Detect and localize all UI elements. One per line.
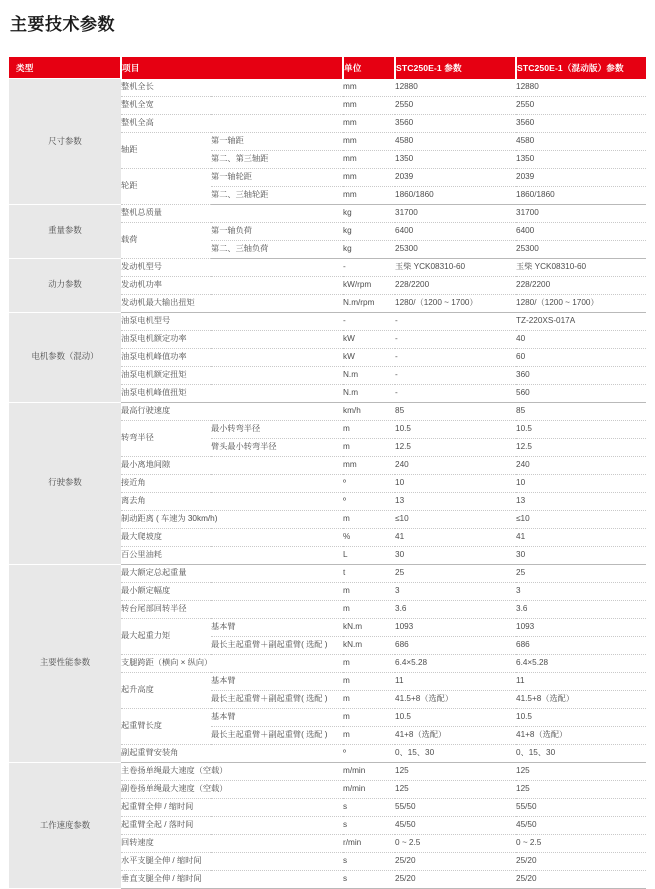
value-hybrid-cell: 41.5+8（选配）	[516, 690, 646, 708]
value-standard-cell: -	[395, 330, 516, 348]
value-standard-cell: -	[395, 384, 516, 402]
unit-cell: m/min	[343, 762, 395, 780]
table-row	[9, 312, 646, 330]
header-row	[9, 57, 646, 79]
value-hybrid-cell: 40	[516, 330, 646, 348]
item-cell: 副起重臂安装角	[121, 744, 343, 762]
value-standard-cell: -	[395, 348, 516, 366]
value-hybrid-cell: 11	[516, 672, 646, 690]
item-cell: 副卷扬单绳最大速度（空载）	[121, 780, 343, 798]
table-body	[9, 79, 646, 889]
item-cell: 最大起重力矩	[121, 618, 211, 654]
unit-cell: m	[343, 726, 395, 744]
value-hybrid-cell: ≤10	[516, 510, 646, 528]
value-standard-cell: 25/20	[395, 852, 516, 870]
value-standard-cell: 玉柴 YCK08310-60	[395, 258, 516, 276]
unit-cell: mm	[343, 96, 395, 114]
value-hybrid-cell: 1350	[516, 150, 646, 168]
value-hybrid-cell: 1280/（1200 ~ 1700）	[516, 294, 646, 312]
unit-cell: m	[343, 690, 395, 708]
item-cell: 整机全长	[121, 79, 343, 97]
unit-cell: N.m	[343, 366, 395, 384]
value-standard-cell: 41	[395, 528, 516, 546]
item-cell: 转台尾部回转半径	[121, 600, 343, 618]
category-cell: 尺寸参数	[9, 79, 121, 205]
unit-cell: s	[343, 852, 395, 870]
value-hybrid-cell: 25300	[516, 240, 646, 258]
sub-item-cell: 第一轴距	[211, 132, 343, 150]
value-standard-cell: ≤10	[395, 510, 516, 528]
header-value-standard: STC250E-1 参数	[395, 57, 516, 79]
item-cell: 起重臂长度	[121, 708, 211, 744]
table-header	[9, 57, 646, 79]
sub-item-cell: 基本臂	[211, 708, 343, 726]
table-row	[9, 564, 646, 582]
value-standard-cell: 1280/（1200 ~ 1700）	[395, 294, 516, 312]
value-hybrid-cell: 30	[516, 546, 646, 564]
value-standard-cell: 1860/1860	[395, 186, 516, 204]
item-cell: 油泵电机峰值功率	[121, 348, 343, 366]
table-row	[9, 402, 646, 420]
value-hybrid-cell: 1860/1860	[516, 186, 646, 204]
category-cell: 主要性能参数	[9, 564, 121, 762]
header-item: 项目	[121, 57, 343, 79]
value-hybrid-cell: 13	[516, 492, 646, 510]
value-standard-cell: 10.5	[395, 420, 516, 438]
value-standard-cell: 2550	[395, 96, 516, 114]
unit-cell: kW	[343, 348, 395, 366]
value-hybrid-cell: 686	[516, 636, 646, 654]
item-cell: 发动机功率	[121, 276, 343, 294]
unit-cell: s	[343, 870, 395, 888]
unit-cell: s	[343, 798, 395, 816]
item-cell: 主卷扬单绳最大速度（空载）	[121, 762, 343, 780]
value-standard-cell: 2039	[395, 168, 516, 186]
unit-cell: %	[343, 528, 395, 546]
unit-cell: m	[343, 654, 395, 672]
unit-cell: -	[343, 312, 395, 330]
sub-item-cell: 第二、三轴轮距	[211, 186, 343, 204]
item-cell: 油泵电机型号	[121, 312, 343, 330]
item-cell: 油泵电机额定功率	[121, 330, 343, 348]
header-unit: 单位	[343, 57, 395, 79]
unit-cell: kN.m	[343, 618, 395, 636]
value-hybrid-cell: 玉柴 YCK08310-60	[516, 258, 646, 276]
item-cell: 起升高度	[121, 672, 211, 708]
value-standard-cell: 228/2200	[395, 276, 516, 294]
sub-item-cell: 最长主起重臂＋副起重臂( 选配 )	[211, 726, 343, 744]
value-hybrid-cell: 10.5	[516, 420, 646, 438]
value-hybrid-cell: 25/20	[516, 852, 646, 870]
item-cell: 整机总质量	[121, 204, 343, 222]
unit-cell: -	[343, 258, 395, 276]
value-standard-cell: 25/20	[395, 870, 516, 888]
page-title: 主要技术参数	[10, 15, 115, 34]
value-hybrid-cell: 6400	[516, 222, 646, 240]
item-cell: 百公里油耗	[121, 546, 343, 564]
value-standard-cell: 30	[395, 546, 516, 564]
value-standard-cell: 12880	[395, 79, 516, 97]
sub-item-cell: 最长主起重臂＋副起重臂( 选配 )	[211, 636, 343, 654]
unit-cell: kW	[343, 330, 395, 348]
unit-cell: N.m	[343, 384, 395, 402]
value-standard-cell: 41.5+8（选配）	[395, 690, 516, 708]
unit-cell: kg	[343, 204, 395, 222]
item-cell: 最大额定总起重量	[121, 564, 343, 582]
header-type: 类型	[9, 57, 121, 79]
item-cell: 整机全高	[121, 114, 343, 132]
value-standard-cell: 240	[395, 456, 516, 474]
value-standard-cell: 4580	[395, 132, 516, 150]
sub-item-cell: 第一轴负荷	[211, 222, 343, 240]
item-cell: 发动机最大输出扭矩	[121, 294, 343, 312]
value-standard-cell: 125	[395, 762, 516, 780]
value-standard-cell: 3560	[395, 114, 516, 132]
category-cell: 行驶参数	[9, 402, 121, 564]
unit-cell: º	[343, 744, 395, 762]
item-cell: 接近角	[121, 474, 343, 492]
unit-cell: kN.m	[343, 636, 395, 654]
item-cell: 发动机型号	[121, 258, 343, 276]
item-cell: 水平支腿全伸 / 缩时间	[121, 852, 343, 870]
table-row	[9, 762, 646, 780]
value-hybrid-cell: TZ-220XS-017A	[516, 312, 646, 330]
value-standard-cell: 1093	[395, 618, 516, 636]
unit-cell: kg	[343, 222, 395, 240]
item-cell: 离去角	[121, 492, 343, 510]
unit-cell: N.m/rpm	[343, 294, 395, 312]
unit-cell: kg	[343, 240, 395, 258]
value-hybrid-cell: 31700	[516, 204, 646, 222]
category-cell: 电机参数（混动）	[9, 312, 121, 402]
item-cell: 垂直支腿全伸 / 缩时间	[121, 870, 343, 888]
value-hybrid-cell: 4580	[516, 132, 646, 150]
value-standard-cell: 85	[395, 402, 516, 420]
value-hybrid-cell: 3.6	[516, 600, 646, 618]
value-standard-cell: 25	[395, 564, 516, 582]
unit-cell: m	[343, 510, 395, 528]
item-cell: 最小额定幅度	[121, 582, 343, 600]
value-hybrid-cell: 125	[516, 762, 646, 780]
sub-item-cell: 第二、三轴负荷	[211, 240, 343, 258]
value-standard-cell: 1350	[395, 150, 516, 168]
item-cell: 最大爬坡度	[121, 528, 343, 546]
value-hybrid-cell: 2039	[516, 168, 646, 186]
unit-cell: mm	[343, 186, 395, 204]
value-standard-cell: 11	[395, 672, 516, 690]
value-standard-cell: -	[395, 312, 516, 330]
item-cell: 回转速度	[121, 834, 343, 852]
unit-cell: kW/rpm	[343, 276, 395, 294]
value-standard-cell: 31700	[395, 204, 516, 222]
unit-cell: mm	[343, 114, 395, 132]
value-standard-cell: 55/50	[395, 798, 516, 816]
category-cell: 动力参数	[9, 258, 121, 312]
item-cell: 支腿跨距（横向 × 纵向）	[121, 654, 343, 672]
value-hybrid-cell: 85	[516, 402, 646, 420]
value-standard-cell: 3	[395, 582, 516, 600]
item-cell: 起重臂全起 / 落时间	[121, 816, 343, 834]
table-row	[9, 258, 646, 276]
sub-item-cell: 第一轴轮距	[211, 168, 343, 186]
value-hybrid-cell: 60	[516, 348, 646, 366]
unit-cell: km/h	[343, 402, 395, 420]
value-standard-cell: 686	[395, 636, 516, 654]
unit-cell: t	[343, 564, 395, 582]
value-hybrid-cell: 25	[516, 564, 646, 582]
unit-cell: r/min	[343, 834, 395, 852]
value-hybrid-cell: 0、15、30	[516, 744, 646, 762]
value-standard-cell: 25300	[395, 240, 516, 258]
item-cell: 制动距离 ( 车速为 30km/h)	[121, 510, 343, 528]
value-hybrid-cell: 560	[516, 384, 646, 402]
item-cell: 最高行驶速度	[121, 402, 343, 420]
value-hybrid-cell: 125	[516, 780, 646, 798]
table-row	[9, 79, 646, 97]
item-cell: 油泵电机额定扭矩	[121, 366, 343, 384]
unit-cell: m	[343, 438, 395, 456]
value-standard-cell: -	[395, 366, 516, 384]
unit-cell: mm	[343, 168, 395, 186]
sub-item-cell: 最长主起重臂＋副起重臂( 选配 )	[211, 690, 343, 708]
value-hybrid-cell: 10.5	[516, 708, 646, 726]
unit-cell: m	[343, 708, 395, 726]
unit-cell: mm	[343, 79, 395, 97]
value-standard-cell: 0、15、30	[395, 744, 516, 762]
item-cell: 载荷	[121, 222, 211, 258]
value-hybrid-cell: 12.5	[516, 438, 646, 456]
value-hybrid-cell: 228/2200	[516, 276, 646, 294]
value-standard-cell: 10	[395, 474, 516, 492]
unit-cell: mm	[343, 132, 395, 150]
value-standard-cell: 3.6	[395, 600, 516, 618]
item-cell: 轴距	[121, 132, 211, 168]
value-standard-cell: 10.5	[395, 708, 516, 726]
value-standard-cell: 0 ~ 2.5	[395, 834, 516, 852]
unit-cell: mm	[343, 150, 395, 168]
value-hybrid-cell: 0 ~ 2.5	[516, 834, 646, 852]
value-hybrid-cell: 3560	[516, 114, 646, 132]
value-standard-cell: 45/50	[395, 816, 516, 834]
value-hybrid-cell: 1093	[516, 618, 646, 636]
category-cell: 重量参数	[9, 204, 121, 258]
unit-cell: m	[343, 672, 395, 690]
unit-cell: L	[343, 546, 395, 564]
value-hybrid-cell: 10	[516, 474, 646, 492]
value-standard-cell: 41+8（选配）	[395, 726, 516, 744]
value-hybrid-cell: 3	[516, 582, 646, 600]
unit-cell: m/min	[343, 780, 395, 798]
category-cell: 工作速度参数	[9, 762, 121, 888]
value-hybrid-cell: 2550	[516, 96, 646, 114]
item-cell: 起重臂全伸 / 缩时间	[121, 798, 343, 816]
sub-item-cell: 臂头最小转弯半径	[211, 438, 343, 456]
sub-item-cell: 最小转弯半径	[211, 420, 343, 438]
item-cell: 转弯半径	[121, 420, 211, 456]
table-row	[9, 204, 646, 222]
unit-cell: m	[343, 600, 395, 618]
sub-item-cell: 基本臂	[211, 618, 343, 636]
sub-item-cell: 第二、第三轴距	[211, 150, 343, 168]
value-standard-cell: 125	[395, 780, 516, 798]
specification-table	[9, 57, 646, 889]
value-hybrid-cell: 25/20	[516, 870, 646, 888]
value-hybrid-cell: 45/50	[516, 816, 646, 834]
value-hybrid-cell: 41	[516, 528, 646, 546]
item-cell: 最小离地间隙	[121, 456, 343, 474]
unit-cell: º	[343, 492, 395, 510]
header-value-hybrid: STC250E-1（混动版）参数	[516, 57, 646, 79]
unit-cell: mm	[343, 456, 395, 474]
value-standard-cell: 6400	[395, 222, 516, 240]
value-hybrid-cell: 240	[516, 456, 646, 474]
unit-cell: º	[343, 474, 395, 492]
value-hybrid-cell: 360	[516, 366, 646, 384]
item-cell: 油泵电机峰值扭矩	[121, 384, 343, 402]
unit-cell: m	[343, 420, 395, 438]
value-hybrid-cell: 41+8（选配）	[516, 726, 646, 744]
item-cell: 轮距	[121, 168, 211, 204]
value-standard-cell: 13	[395, 492, 516, 510]
unit-cell: m	[343, 582, 395, 600]
sub-item-cell: 基本臂	[211, 672, 343, 690]
unit-cell: s	[343, 816, 395, 834]
value-hybrid-cell: 55/50	[516, 798, 646, 816]
value-standard-cell: 12.5	[395, 438, 516, 456]
value-hybrid-cell: 6.4×5.28	[516, 654, 646, 672]
value-standard-cell: 6.4×5.28	[395, 654, 516, 672]
value-hybrid-cell: 12880	[516, 79, 646, 97]
item-cell: 整机全宽	[121, 96, 343, 114]
